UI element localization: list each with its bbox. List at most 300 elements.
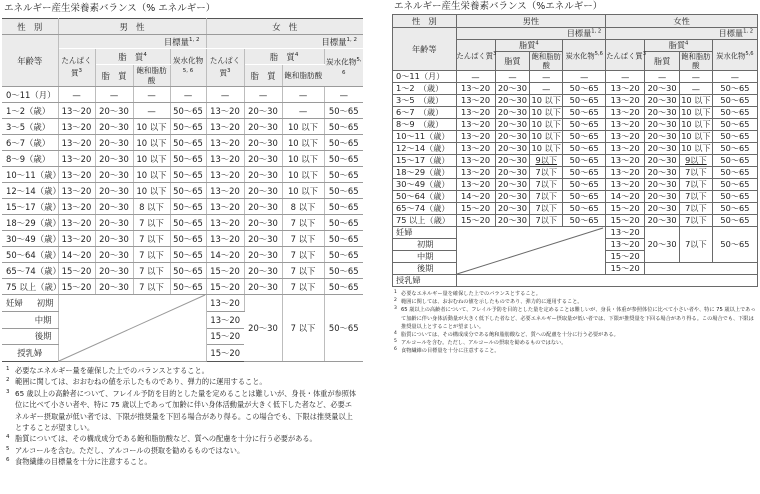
value-cell: 7 以下 bbox=[282, 247, 324, 263]
value-cell: 50～65 bbox=[712, 191, 757, 203]
value-cell: 14～20 bbox=[206, 247, 244, 263]
value-cell: 50～65 bbox=[324, 103, 363, 119]
value-cell: 20～30 bbox=[95, 119, 133, 135]
value-cell: 20～30 bbox=[244, 279, 282, 295]
footnote-text: アルコールを含む。ただし、アルコールの摂取を勧めるものではない。 bbox=[15, 445, 245, 455]
table-row bbox=[2, 263, 363, 279]
value-cell: 50～65 bbox=[712, 119, 757, 131]
value-cell: 10 以下 bbox=[282, 183, 324, 199]
footnote-number: 3 bbox=[394, 306, 397, 312]
value-cell: 50～65 bbox=[324, 199, 363, 215]
value-cell: 13～20 bbox=[206, 119, 244, 135]
value-cell: 13～20 bbox=[456, 167, 495, 179]
value-cell: 13～20 bbox=[606, 155, 645, 167]
footnote bbox=[394, 290, 756, 298]
value-cell: 14～20 bbox=[456, 191, 495, 203]
footnote-text: 食物繊維の目標量を十分に注意すること。 bbox=[401, 348, 500, 355]
footnote-number: 5 bbox=[394, 339, 397, 345]
value-cell: 20～30 bbox=[495, 131, 530, 143]
value-cell: 50～65 bbox=[563, 215, 606, 227]
value-cell: 7 以下 bbox=[133, 263, 170, 279]
footnote bbox=[394, 347, 756, 355]
male-empty-cell bbox=[58, 295, 206, 362]
female-satfat-header-right: 飽和脂肪酸 bbox=[681, 52, 711, 70]
value-cell: 13～20 bbox=[206, 215, 244, 231]
male-protein-header: たんぱく質$^3$ bbox=[58, 49, 95, 87]
age-cell: 3～5 （歳） bbox=[393, 95, 457, 107]
male-fat-header: 脂 質$^4$ bbox=[95, 49, 170, 65]
value-cell: 20～30 bbox=[244, 119, 282, 135]
female-protein-header: たんぱく質$^3$ bbox=[206, 49, 244, 87]
age-cell: 12～14（歳） bbox=[393, 143, 457, 155]
value-cell: 20～30 bbox=[495, 119, 530, 131]
age-header: 年齢等 bbox=[2, 35, 58, 87]
value-cell: 50～65 bbox=[170, 103, 206, 119]
value-cell: 13～20 bbox=[58, 183, 95, 199]
lactating-protein-right: 15～20 bbox=[606, 263, 645, 275]
sex-header: 性 別 bbox=[2, 19, 58, 35]
value-cell: 13～20 bbox=[606, 131, 645, 143]
female-header: 女 性 bbox=[206, 19, 363, 35]
value-cell: 20～30 bbox=[244, 103, 282, 119]
value-cell: — bbox=[680, 71, 713, 83]
male-header-right: 男性 bbox=[456, 15, 606, 28]
value-cell: — bbox=[456, 71, 495, 83]
female-fat-header: 脂 質$^4$ bbox=[244, 49, 324, 65]
value-cell: 13～20 bbox=[456, 119, 495, 131]
value-cell: 13～20 bbox=[58, 199, 95, 215]
value-cell: 50～65 bbox=[563, 155, 606, 167]
value-cell: — bbox=[133, 103, 170, 119]
value-cell: 50～65 bbox=[324, 151, 363, 167]
value-cell: 10 以下 bbox=[133, 167, 170, 183]
value-cell: 50～65 bbox=[563, 83, 606, 95]
value-cell: 50～65 bbox=[170, 151, 206, 167]
value-cell: 7 以下 bbox=[133, 279, 170, 295]
value-cell: 20～30 bbox=[645, 119, 680, 131]
age-cell: 1～2 （歳） bbox=[393, 83, 457, 95]
pregnant-carb: 50～65 bbox=[324, 295, 363, 362]
table-row bbox=[2, 215, 363, 231]
value-cell: 20～30 bbox=[95, 167, 133, 183]
balance-table-right bbox=[392, 14, 758, 287]
female-header-right: 女性 bbox=[606, 15, 758, 28]
table-row bbox=[2, 167, 363, 183]
value-cell: 20～30 bbox=[95, 183, 133, 199]
value-cell: 50～65 bbox=[324, 279, 363, 295]
footnote bbox=[6, 433, 358, 444]
female-protein-header-right: たんぱく質$^3$ bbox=[606, 40, 645, 71]
pregnant-carb-right: 50～65 bbox=[712, 227, 757, 263]
value-cell: 7以下 bbox=[680, 191, 713, 203]
value-cell: 50～65 bbox=[170, 279, 206, 295]
value-cell: 7 以下 bbox=[133, 247, 170, 263]
table-row bbox=[393, 191, 758, 203]
value-cell: 13～20 bbox=[456, 155, 495, 167]
footnote-number: 6 bbox=[394, 347, 397, 353]
value-cell: 50～65 bbox=[563, 119, 606, 131]
table-row bbox=[393, 179, 758, 191]
pregnant-fat: 20～30 bbox=[244, 295, 282, 362]
value-cell: 20～30 bbox=[95, 263, 133, 279]
pregnant-early-cell: 妊婦 初期 bbox=[2, 295, 58, 312]
value-cell: — bbox=[324, 87, 363, 103]
value-cell: 13～20 bbox=[58, 103, 95, 119]
value-cell: 20～30 bbox=[645, 179, 680, 191]
value-cell: 14～20 bbox=[58, 247, 95, 263]
footnote-number: 4 bbox=[394, 331, 397, 337]
value-cell: 20～30 bbox=[495, 107, 530, 119]
table-row bbox=[393, 107, 758, 119]
value-cell: 7 以下 bbox=[282, 279, 324, 295]
value-cell: 20～30 bbox=[495, 203, 530, 215]
value-cell: 20～30 bbox=[495, 95, 530, 107]
value-cell: 20～30 bbox=[95, 151, 133, 167]
footnote bbox=[6, 456, 358, 467]
value-cell: 10 以下 bbox=[681, 119, 711, 129]
value-cell: 7 以下 bbox=[133, 231, 170, 247]
age-cell: 6～7 （歳） bbox=[393, 107, 457, 119]
value-cell: 13～20 bbox=[606, 95, 645, 107]
value-cell: 20～30 bbox=[645, 131, 680, 143]
value-cell: 7以下 bbox=[680, 203, 713, 215]
value-cell: 20～30 bbox=[244, 247, 282, 263]
value-cell: — bbox=[206, 87, 244, 103]
value-cell: — bbox=[133, 87, 170, 103]
age-cell: 0～11（月） bbox=[2, 87, 58, 103]
value-cell: 9以下 bbox=[530, 155, 563, 167]
footnote-text: 65 歳以上の高齢者について、フレイル予防を目的とした量を定めることは難しいが、身長・体重が参照体位に比べて小さい者や、特に 75 歳以上であって加齢に伴い身体活動量が大きく低下した者など、必要エネルギー摂取量が低い者では、下限が推奨量を下回る場合があり得る。この場合でも、下限は推奨量以上とすることが望ましい。 bbox=[15, 388, 357, 433]
value-cell: 20～30 bbox=[244, 215, 282, 231]
footnotes-right bbox=[392, 290, 756, 356]
footnote-number: 1 bbox=[6, 366, 10, 372]
female-satfat-header: 飽和脂肪酸 bbox=[282, 65, 324, 87]
value-cell: 13～20 bbox=[606, 167, 645, 179]
age-cell: 30～49（歳） bbox=[393, 179, 457, 191]
footnote-text: アルコールを含む。ただし、アルコールの摂取を勧めるものではない。 bbox=[401, 340, 567, 347]
value-cell: 50～65 bbox=[324, 231, 363, 247]
pregnant-satfat-right: 7以下 bbox=[680, 227, 713, 263]
footnote-text: 食物繊維の目標量を十分に注意すること。 bbox=[15, 457, 152, 467]
footnote-text: 範囲に関しては、おおむねの値を示したものであり、弾力的に運用すること。 bbox=[15, 377, 267, 387]
value-cell: 20～30 bbox=[95, 103, 133, 119]
value-cell: 20～30 bbox=[95, 231, 133, 247]
footnote-number: 2 bbox=[394, 298, 397, 304]
age-cell: 50～64（歳） bbox=[393, 191, 457, 203]
footnotes bbox=[2, 365, 358, 468]
pregnant-early-right: 初期 bbox=[393, 239, 457, 251]
value-cell: 13～20 bbox=[206, 199, 244, 215]
value-cell: 13～20 bbox=[58, 167, 95, 183]
footnote bbox=[6, 445, 358, 456]
pregnant-late-right: 後期 bbox=[393, 263, 457, 275]
value-cell: 7 以下 bbox=[133, 215, 170, 231]
table-row bbox=[393, 95, 758, 107]
male-target-header: 目標量$^{1, 2}$ bbox=[58, 35, 206, 49]
value-cell: 13～20 bbox=[456, 95, 495, 107]
value-cell: 13～20 bbox=[206, 231, 244, 247]
page-title-right: エネルギー産生栄養素バランス（%エネルギー） bbox=[394, 1, 603, 12]
table-row bbox=[2, 87, 363, 103]
table-row bbox=[2, 183, 363, 199]
value-cell: 50～65 bbox=[712, 155, 757, 167]
sex-header-right: 性 別 bbox=[393, 15, 457, 28]
female-target-header-right: 目標量$^{1, 2}$ bbox=[606, 28, 758, 40]
footnote-text: 必要なエネルギー量を確保した上でのバランスとすること。 bbox=[401, 291, 541, 297]
male-carb-header-right: 炭水化物$^{5,6}$ bbox=[563, 40, 606, 71]
value-cell: 10 以下 bbox=[282, 151, 324, 167]
value-cell: 20～30 bbox=[645, 107, 680, 119]
table-row bbox=[393, 203, 758, 215]
value-cell: 13～20 bbox=[456, 143, 495, 155]
value-cell: 50～65 bbox=[324, 135, 363, 151]
male-empty-cell-right bbox=[456, 227, 606, 275]
value-cell: 15～20 bbox=[58, 263, 95, 279]
pregnant-label-right: 妊婦 bbox=[393, 227, 457, 239]
value-cell: 20～30 bbox=[645, 95, 680, 107]
value-cell: 13～20 bbox=[456, 107, 495, 119]
footnote bbox=[394, 339, 756, 347]
value-cell: 50～65 bbox=[712, 107, 757, 119]
value-cell: 10 以下 bbox=[531, 95, 561, 105]
value-cell: 10 以下 bbox=[531, 131, 561, 141]
value-cell: 15～20 bbox=[206, 279, 244, 295]
age-cell: 30～49（歳） bbox=[2, 231, 58, 247]
footnote-text: 必要なエネルギー量を確保した上でのバランスとすること。 bbox=[15, 366, 209, 375]
male-satfat-header: 飽和脂肪酸 bbox=[133, 65, 170, 87]
value-cell: 50～65 bbox=[563, 95, 606, 107]
age-cell: 65～74（歳） bbox=[393, 203, 457, 215]
pregnant-mid-protein: 13～20 bbox=[206, 311, 244, 328]
value-cell: — bbox=[530, 83, 563, 95]
value-cell: 13～20 bbox=[606, 107, 645, 119]
table-row bbox=[393, 143, 758, 155]
age-cell: 65～74（歳） bbox=[2, 263, 58, 279]
value-cell: 50～65 bbox=[170, 183, 206, 199]
age-cell: 1～2（歳） bbox=[2, 103, 58, 119]
female-fat-sub-header: 脂 質 bbox=[244, 65, 282, 87]
value-cell: 50～65 bbox=[324, 215, 363, 231]
value-cell: 10 以下 bbox=[282, 167, 324, 183]
value-cell: 15～20 bbox=[606, 203, 645, 215]
value-cell: 50～65 bbox=[712, 131, 757, 143]
value-cell: 7以下 bbox=[530, 167, 563, 179]
pregnant-mid-right: 中期 bbox=[393, 251, 457, 263]
value-cell: 13～20 bbox=[606, 83, 645, 95]
age-cell: 18～29（歳） bbox=[2, 215, 58, 231]
value-cell: 20～30 bbox=[645, 83, 680, 95]
value-cell: 13～20 bbox=[58, 135, 95, 151]
value-cell: 20～30 bbox=[495, 167, 530, 179]
value-cell: 15～20 bbox=[456, 203, 495, 215]
value-cell: — bbox=[530, 71, 563, 83]
value-cell: 20～30 bbox=[495, 179, 530, 191]
footnote-text: 脂質については、その構成成分である飽和脂肪酸など、質への配慮を十分に行う必要がある。 bbox=[401, 332, 619, 339]
age-cell: 75 以上（歳） bbox=[393, 215, 457, 227]
value-cell: — bbox=[712, 71, 757, 83]
value-cell: 50～65 bbox=[563, 167, 606, 179]
footnote-number: 6 bbox=[6, 457, 10, 464]
pregnant-mid-cell: 中期 bbox=[2, 311, 58, 328]
value-cell: 50～65 bbox=[170, 231, 206, 247]
footnote bbox=[394, 331, 756, 339]
value-cell: 50～65 bbox=[712, 143, 757, 155]
value-cell: 7以下 bbox=[680, 167, 713, 179]
value-cell: — bbox=[606, 71, 645, 83]
value-cell: — bbox=[282, 87, 324, 103]
pregnant-early-protein: 13～20 bbox=[206, 295, 244, 312]
value-cell: — bbox=[645, 71, 680, 83]
table-row bbox=[393, 167, 758, 179]
value-cell: 20～30 bbox=[244, 183, 282, 199]
female-carb-header: 炭水化物$^{5, 6}$ bbox=[324, 49, 363, 87]
value-cell: 50～65 bbox=[324, 247, 363, 263]
value-cell: 10 以下 bbox=[681, 143, 711, 153]
table-row bbox=[2, 199, 363, 215]
value-cell: 50～65 bbox=[712, 215, 757, 227]
age-cell: 18～29（歳） bbox=[393, 167, 457, 179]
value-cell: 20～30 bbox=[244, 231, 282, 247]
value-cell: 50～65 bbox=[563, 131, 606, 143]
table-row bbox=[393, 71, 758, 83]
table-row bbox=[393, 119, 758, 131]
lactating-blank-right bbox=[456, 275, 757, 287]
male-fat-sub-header: 脂 質 bbox=[95, 65, 133, 87]
female-fat-header-right: 脂質$^4$ bbox=[645, 40, 713, 52]
table-row bbox=[2, 247, 363, 263]
table-row bbox=[393, 83, 758, 95]
value-cell: 13～20 bbox=[206, 103, 244, 119]
pregnant-fat-right: 20～30 bbox=[645, 227, 680, 263]
male-fat-header-right: 脂質$^4$ bbox=[495, 40, 563, 52]
value-cell: 50～65 bbox=[712, 83, 757, 95]
value-cell: 20～30 bbox=[495, 155, 530, 167]
table-row bbox=[393, 131, 758, 143]
footnote bbox=[6, 376, 358, 387]
value-cell: 20～30 bbox=[95, 279, 133, 295]
value-cell: 20～30 bbox=[645, 215, 680, 227]
value-cell: 15～20 bbox=[58, 279, 95, 295]
value-cell: 9以下 bbox=[680, 155, 713, 167]
footnote bbox=[6, 388, 358, 434]
value-cell: 20～30 bbox=[645, 143, 680, 155]
value-cell: 13～20 bbox=[206, 151, 244, 167]
value-cell: 50～65 bbox=[170, 119, 206, 135]
value-cell: 20～30 bbox=[495, 215, 530, 227]
age-cell: 3～5（歳） bbox=[2, 119, 58, 135]
pregnant-late-protein-right: 15～20 bbox=[606, 251, 645, 263]
age-cell: 75 以上（歳） bbox=[2, 279, 58, 295]
value-cell: 13～20 bbox=[58, 215, 95, 231]
value-cell: 10 以下 bbox=[133, 135, 170, 151]
footnote bbox=[394, 306, 756, 331]
male-target-header-right: 目標量$^{1, 2}$ bbox=[456, 28, 606, 40]
lactating-cell: 授乳婦 bbox=[2, 345, 58, 362]
value-cell: 20～30 bbox=[495, 83, 530, 95]
value-cell: — bbox=[282, 103, 324, 119]
table-row bbox=[2, 279, 363, 295]
age-cell: 15～17（歳） bbox=[393, 155, 457, 167]
age-cell: 8～9（歳） bbox=[2, 151, 58, 167]
age-cell: 6～7（歳） bbox=[2, 135, 58, 151]
value-cell: — bbox=[58, 87, 95, 103]
value-cell: 50～65 bbox=[170, 247, 206, 263]
value-cell: 13～20 bbox=[456, 131, 495, 143]
value-cell: 10 以下 bbox=[282, 119, 324, 135]
value-cell: 10 以下 bbox=[133, 119, 170, 135]
value-cell: 50～65 bbox=[563, 203, 606, 215]
value-cell: 7以下 bbox=[530, 191, 563, 203]
value-cell: — bbox=[244, 87, 282, 103]
value-cell: 50～65 bbox=[170, 215, 206, 231]
value-cell: 15～20 bbox=[606, 215, 645, 227]
table-row bbox=[2, 231, 363, 247]
right-document bbox=[392, 0, 758, 356]
value-cell: 10 以下 bbox=[531, 143, 561, 153]
value-cell: 13～20 bbox=[456, 83, 495, 95]
value-cell: 13～20 bbox=[206, 135, 244, 151]
page-title: エネルギー産生栄養素バランス（% エネルギー） bbox=[4, 3, 216, 14]
value-cell: 10 以下 bbox=[531, 107, 561, 117]
value-cell: 20～30 bbox=[95, 215, 133, 231]
pregnant-mid-protein-right: 13～20 bbox=[606, 239, 645, 251]
female-fat-sub-header-right: 脂質 bbox=[645, 52, 680, 71]
value-cell: — bbox=[563, 71, 606, 83]
value-cell: 7以下 bbox=[680, 179, 713, 191]
value-cell: — bbox=[495, 71, 530, 83]
value-cell: 13～20 bbox=[58, 151, 95, 167]
value-cell: 10 以下 bbox=[681, 107, 711, 117]
value-cell: 50～65 bbox=[563, 107, 606, 119]
age-cell: 12～14（歳） bbox=[2, 183, 58, 199]
female-carb-header-right: 炭水化物$^{5,6}$ bbox=[712, 40, 757, 71]
value-cell: 50～65 bbox=[170, 199, 206, 215]
lactating-empty-right bbox=[645, 263, 758, 275]
value-cell: 20～30 bbox=[244, 151, 282, 167]
value-cell: 10 以下 bbox=[133, 151, 170, 167]
footnote-text: 脂質については、その構成成分である飽和脂肪酸など、質への配慮を十分に行う必要がある。 bbox=[15, 434, 317, 444]
male-satfat-header-right: 飽和脂肪酸 bbox=[531, 52, 561, 70]
value-cell: 13～20 bbox=[206, 167, 244, 183]
value-cell: — bbox=[680, 83, 713, 95]
value-cell: 50～65 bbox=[563, 179, 606, 191]
pregnant-early-protein-right: 13～20 bbox=[606, 227, 645, 239]
value-cell: 50～65 bbox=[170, 135, 206, 151]
value-cell: 13～20 bbox=[606, 119, 645, 131]
value-cell: 10 以下 bbox=[133, 183, 170, 199]
age-cell: 10～11（歳） bbox=[393, 131, 457, 143]
age-cell: 15～17（歳） bbox=[2, 199, 58, 215]
table-row bbox=[393, 155, 758, 167]
value-cell: — bbox=[95, 87, 133, 103]
age-cell: 10～11（歳） bbox=[2, 167, 58, 183]
value-cell: 20～30 bbox=[244, 263, 282, 279]
value-cell: 13～20 bbox=[456, 179, 495, 191]
female-target-header: 目標量$^{1, 2}$ bbox=[206, 35, 363, 49]
lactating-protein: 15～20 bbox=[206, 345, 244, 362]
value-cell: 20～30 bbox=[244, 135, 282, 151]
value-cell: 20～30 bbox=[95, 135, 133, 151]
pregnant-satfat: 7 以下 bbox=[282, 295, 324, 362]
footnote-number: 1 bbox=[394, 290, 397, 295]
value-cell: 50～65 bbox=[712, 203, 757, 215]
footnote-number: 5 bbox=[6, 445, 10, 452]
value-cell: 20～30 bbox=[495, 191, 530, 203]
value-cell: 10 以下 bbox=[282, 135, 324, 151]
footnote-number: 3 bbox=[6, 388, 10, 395]
value-cell: 20～30 bbox=[495, 143, 530, 155]
value-cell: 20～30 bbox=[95, 199, 133, 215]
